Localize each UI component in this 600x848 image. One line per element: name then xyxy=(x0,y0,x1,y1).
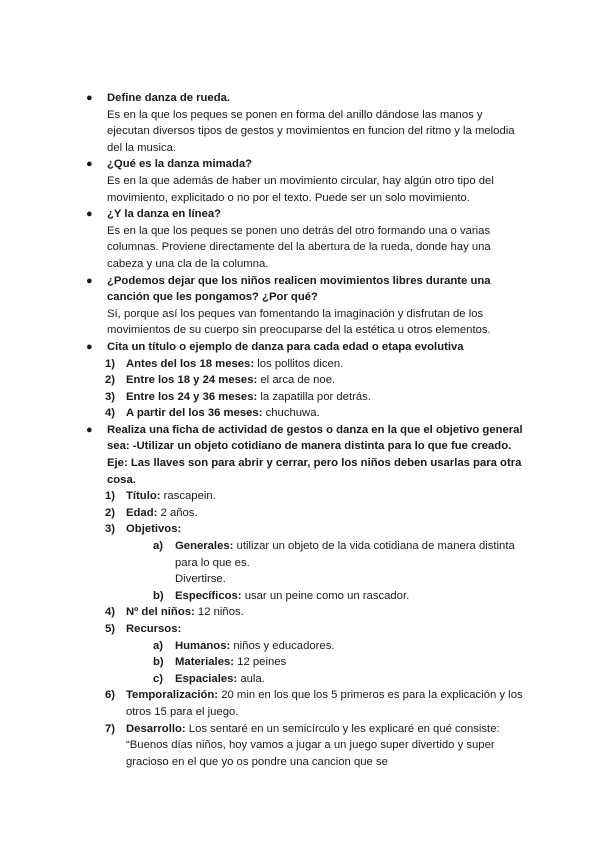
item-label: Entre los 18 y 24 meses: xyxy=(126,374,258,387)
item-label: Nº del niños: xyxy=(126,606,195,619)
item-label: Específicos: xyxy=(175,589,242,602)
bullet-icon: ● xyxy=(86,158,93,171)
bullet-icon: ● xyxy=(86,274,93,287)
question-title: ¿Podemos dejar que los niños realicen movimientos libres durante una canción que les pongamos? ¿Por qué? xyxy=(107,274,491,304)
list-item xyxy=(86,356,526,373)
item-label: Recursos: xyxy=(126,623,182,635)
item-value: niños y educadores. xyxy=(233,639,335,652)
item-value: aula. xyxy=(240,672,265,685)
recursos-humanos xyxy=(86,638,526,655)
list-letter: a) xyxy=(153,540,164,553)
item-value: 20 min en los que los 5 primeros es para la explicación y los otros 15 para el juego. xyxy=(126,689,523,718)
list-number: 4) xyxy=(105,407,116,420)
list-number: 5) xyxy=(105,623,116,635)
list-item xyxy=(86,405,526,422)
question-danza-edades xyxy=(86,339,526,356)
item-value: chuchuwa. xyxy=(265,407,320,420)
list-letter: c) xyxy=(153,672,164,685)
list-number: 3) xyxy=(105,523,116,536)
list-number: 1) xyxy=(105,357,116,370)
item-label: Espaciales: xyxy=(175,672,238,685)
item-value: 12 niños. xyxy=(197,606,244,619)
recursos-materiales xyxy=(86,654,526,671)
item-value: 12 peines xyxy=(237,656,287,669)
objetivos-generales xyxy=(86,538,526,571)
question-title: Cita un título o ejemplo de danza para cada edad o etapa evolutiva xyxy=(107,340,464,353)
list-number: 2) xyxy=(105,506,116,519)
objetivos-generales-extra: Divertirse. xyxy=(175,573,226,586)
bullet-icon: ● xyxy=(86,208,93,221)
list-item xyxy=(86,389,526,406)
question-answer: Es en la que además de haber un movimiento circular, hay algún otro tipo del movimiento, explicitado o no por el texto. Puede ser un solo movimiento. xyxy=(107,174,494,204)
question-title: ¿Qué es la danza mimada? xyxy=(107,158,253,171)
list-letter: b) xyxy=(153,589,164,602)
question-title: ¿Y la danza en línea? xyxy=(107,208,222,221)
activity-objetivos xyxy=(86,521,526,538)
item-value: rascapein. xyxy=(163,490,216,503)
item-label: Entre los 24 y 36 meses: xyxy=(126,390,258,403)
item-label: Desarrollo: xyxy=(126,722,186,735)
question-answer: Es en la que los peques se ponen en forma del anillo dándose las manos y ejecutan diversos tipos de gestos y movimientos en funcion del ritmo y la melodia del la musica. xyxy=(107,108,515,154)
list-item xyxy=(86,372,526,389)
question-danza-rueda xyxy=(86,90,526,156)
ages-list xyxy=(86,356,526,422)
item-value: la zapatilla por detrás. xyxy=(260,390,371,403)
activity-edad xyxy=(86,505,526,522)
activity-titulo xyxy=(86,488,526,505)
question-danza-mimada xyxy=(86,156,526,206)
item-value: usar un peine como un rascador. xyxy=(244,589,410,602)
item-value: el arca de noe. xyxy=(260,374,336,387)
question-answer: Sí, porque así los peques van fomentando la imaginación y disfrutan de los movimientos de su cuerpo sin preocuparse del la estética u otros elementos. xyxy=(107,307,491,337)
item-label: Generales: xyxy=(175,540,234,553)
list-number: 4) xyxy=(105,606,116,619)
bullet-icon: ● xyxy=(86,92,93,104)
recursos-espaciales xyxy=(86,671,526,688)
question-answer: Es en la que los peques se ponen uno detrás del otro formando una o varias columnas. Proviene directamente del la abertura de la rueda, donde hay una cabeza y una cla de la columna. xyxy=(107,224,491,270)
objetivos-especificos xyxy=(86,588,526,605)
bullet-icon: ● xyxy=(86,423,93,436)
list-number: 6) xyxy=(105,689,116,702)
list-number: 1) xyxy=(105,490,116,503)
item-value: 2 años. xyxy=(160,506,198,519)
question-title: Define danza de rueda. xyxy=(107,92,231,104)
list-letter: b) xyxy=(153,656,164,669)
list-letter: a) xyxy=(153,639,164,652)
item-label: Título: xyxy=(126,490,161,503)
question-movimientos-libres xyxy=(86,273,526,339)
question-ficha-actividad xyxy=(86,422,526,488)
list-number: 7) xyxy=(105,722,116,735)
document-content xyxy=(86,90,526,770)
item-value: los pollitos dicen. xyxy=(257,357,344,370)
activity-recursos xyxy=(86,621,526,638)
item-label: Edad: xyxy=(126,506,158,519)
activity-temporalizacion xyxy=(86,687,526,720)
item-label: Materiales: xyxy=(175,656,235,669)
item-value: utilizar un objeto de la vida cotidiana de manera distinta para lo que es. xyxy=(175,540,515,569)
item-label: Humanos: xyxy=(175,639,231,652)
item-value: Los sentaré en un semicírculo y les explicaré en qué consiste: “Buenos días niños, hoy vamos a jugar a un juego super divertido y super gracioso en el que yo os pondre una cancion que se xyxy=(126,722,500,768)
question-title: Realiza una ficha de actividad de gestos o danza en la que el objetivo general sea: -Utilizar un objeto cotidiano de manera distinta para lo que fue creado. Eje: Las llaves son para abrir y cerrar, pero los niños deben usarlas para otra cosa. xyxy=(107,423,523,486)
question-danza-linea xyxy=(86,206,526,272)
bullet-icon: ● xyxy=(86,340,93,353)
item-label: Temporalización: xyxy=(126,689,219,702)
item-label: Objetivos: xyxy=(126,523,182,536)
item-label: A partir del los 36 meses: xyxy=(126,407,263,420)
item-label: Antes del los 18 meses: xyxy=(126,357,255,370)
list-number: 2) xyxy=(105,374,116,387)
list-number: 3) xyxy=(105,390,116,403)
activity-desarrollo xyxy=(86,721,526,771)
activity-ninos xyxy=(86,604,526,621)
activity-list xyxy=(86,488,526,770)
